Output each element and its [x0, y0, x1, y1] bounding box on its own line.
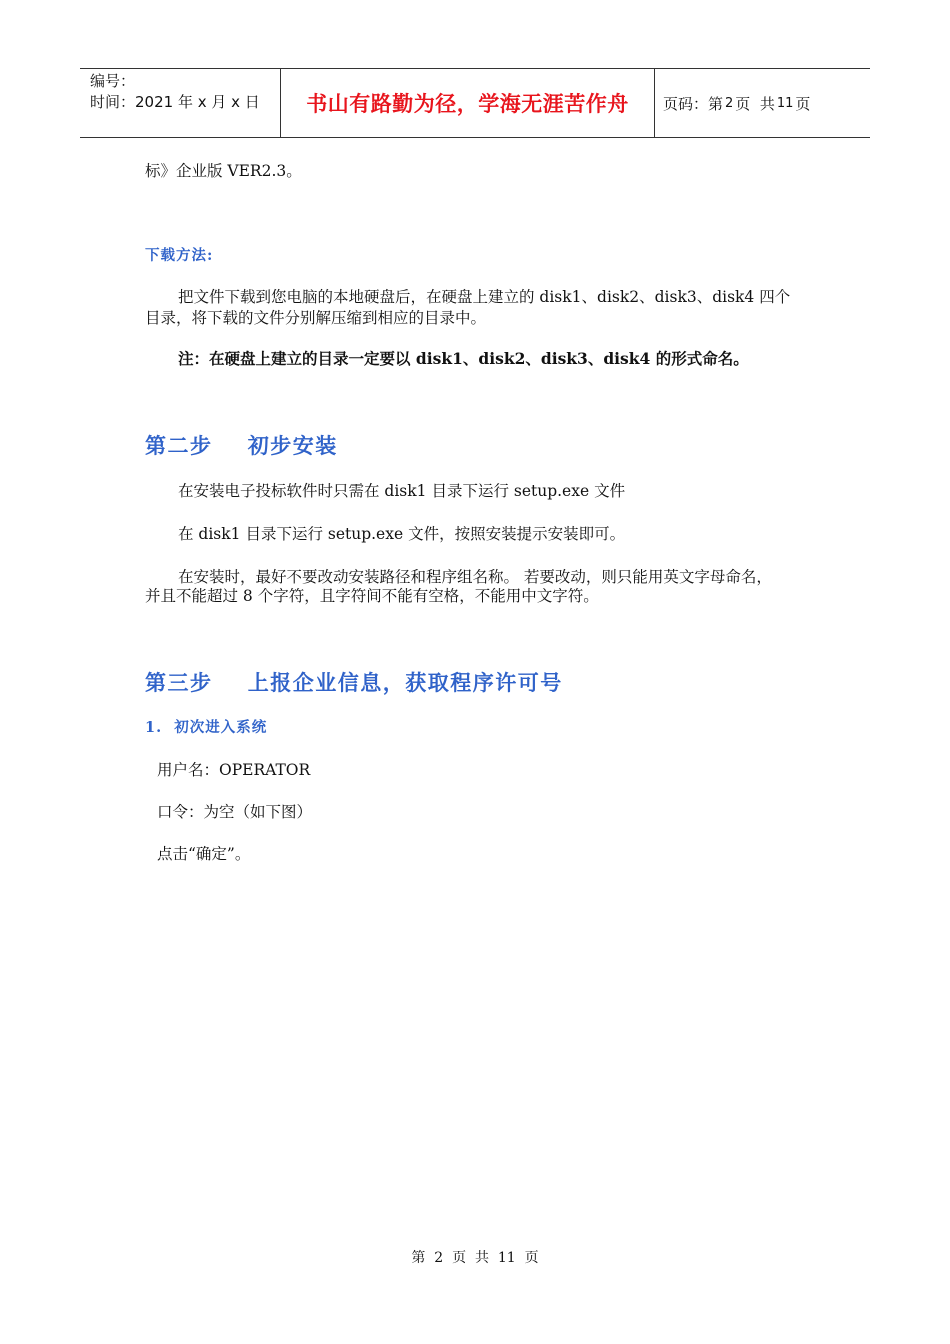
page-suffix: 页: [795, 94, 811, 113]
header-page-number: [655, 69, 870, 137]
download-heading: 下载方法:: [145, 247, 214, 264]
note-text: 注：在硬盘上建立的目录一定要以 disk1、disk2、disk3、disk4 的形式命名。: [178, 349, 749, 368]
step2-paragraph3-line2: 并且不能超过 8 个字符，且字符间不能有空格，不能用中文字符。: [145, 587, 599, 605]
page-total: 11: [776, 95, 794, 111]
number-label: 编号：: [90, 72, 136, 90]
step3-heading: 第三步 上报企业信息，获取程序许可号: [145, 670, 563, 695]
page-prefix: 页码：第: [663, 94, 724, 113]
step2-paragraph1: 在安装电子投标软件时只需在 disk1 目录下运行 setup.exe 文件: [178, 482, 626, 500]
header-motto: [281, 69, 655, 137]
click-ok-line: 点击“确定”。: [157, 845, 251, 863]
motto-text: 书山有路勤为径，学海无涯苦作舟: [306, 92, 629, 116]
page-current: 2: [725, 95, 734, 111]
download-paragraph-line2: 目录，将下载的文件分别解压缩到相应的目录中。: [145, 309, 487, 327]
continued-line: 标》企业版 VER2.3。: [145, 162, 302, 180]
step2-paragraph3-line1: 在安装时，最好不要改动安装路径和程序组名称。 若要改动，则只能用英文字母命名，: [178, 568, 772, 586]
time-label: 时间：2021 年 x 月 x 日: [90, 93, 260, 111]
step2-heading: 第二步 初步安装: [145, 433, 338, 458]
username-line: 用户名：OPERATOR: [157, 761, 311, 779]
document-header: [80, 68, 870, 138]
password-line: 口令：为空（如下图）: [157, 803, 313, 821]
page-footer: [0, 1247, 950, 1267]
subsection-1-heading: 1. 初次进入系统: [145, 719, 268, 736]
download-paragraph-line1: 把文件下载到您电脑的本地硬盘后，在硬盘上建立的 disk1、disk2、disk3、disk4 四个: [178, 288, 791, 306]
step2-paragraph2: 在 disk1 目录下运行 setup.exe 文件，按照安装提示安装即可。: [178, 525, 626, 543]
header-meta: [80, 69, 281, 137]
footer-page-text: 第 2 页 共 11 页: [411, 1250, 539, 1266]
page-mid: 页 共: [735, 94, 775, 113]
